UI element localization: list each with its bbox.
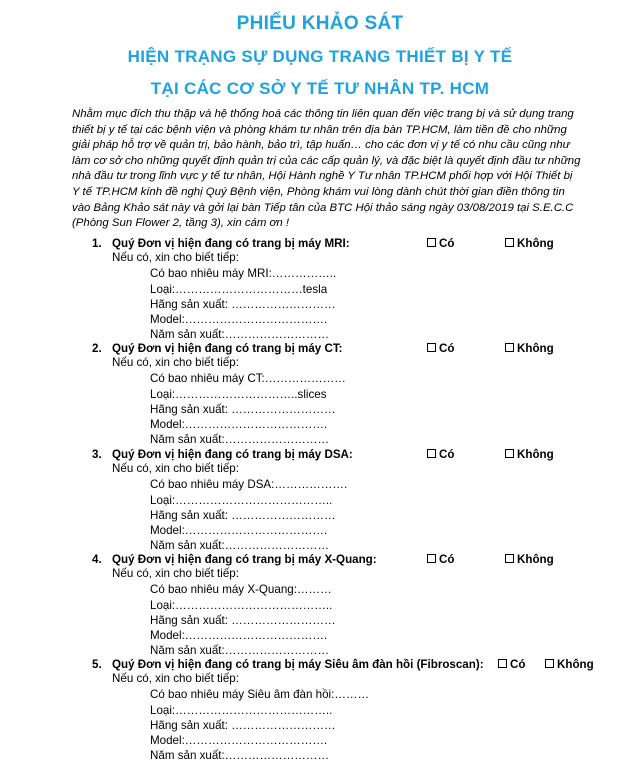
option-no-label: Không: [517, 342, 554, 355]
option-yes[interactable]: [427, 237, 454, 250]
field-type[interactable]: Loại:…………………………..slices: [150, 388, 327, 401]
field-count[interactable]: Có bao nhiêu máy X-Quang:………: [150, 583, 332, 596]
field-model[interactable]: Model:……………………………….: [150, 629, 328, 642]
checkbox-icon[interactable]: [505, 449, 514, 458]
field-type[interactable]: Loại:…………………………………..: [150, 599, 333, 612]
field-year[interactable]: Năm sản xuất:………………………: [150, 749, 330, 762]
intro-line: Nhằm mục đích thu thập và hệ thống hoá các thông tin liên quan đến việc trang bị và sử dụng trang: [72, 108, 574, 120]
subprompt: Nếu có, xin cho biết tiếp:: [112, 251, 239, 264]
intro-line: (Phòng Sun Flower 2, tầng 3), xin cám ơn !: [72, 217, 290, 230]
checkbox-icon[interactable]: [427, 449, 436, 458]
intro-line: làm cơ sở cho những quyết định quản trị của các cấp quản lý, và đặc biệt là quyết định đầu tư những: [72, 154, 581, 167]
field-manufacturer[interactable]: Hãng sản xuất: ………………………: [150, 719, 336, 732]
question-heading: [92, 448, 353, 461]
intro-line: Y tế TP.HCM kính đề nghị Quý Bệnh viện, Phòng khám vui lòng dành chút thời gian điền thông tin: [72, 185, 565, 198]
checkbox-icon[interactable]: [498, 659, 507, 668]
field-year[interactable]: Năm sản xuất:………………………: [150, 644, 330, 657]
question-number: 3.: [92, 448, 102, 461]
question-heading: [92, 553, 377, 566]
checkbox-icon[interactable]: [545, 659, 554, 668]
question-heading: [92, 658, 484, 671]
field-manufacturer[interactable]: Hãng sản xuất: ………………………: [150, 509, 336, 522]
field-count[interactable]: Có bao nhiêu máy Siêu âm đàn hồi:………: [150, 688, 370, 701]
field-count[interactable]: Có bao nhiêu máy CT:…………………: [150, 372, 346, 385]
subprompt: Nếu có, xin cho biết tiếp:: [112, 567, 239, 580]
intro-line: giải pháp hỗ trợ về quản trị, bảo hành, bảo trì, tập huấn… cho các đơn vị y tế có nhu cầu cũng như: [72, 139, 570, 152]
option-yes-label: Có: [510, 658, 526, 671]
intro-line: vào Bảng Khảo sát này và gởi lại bàn Tiếp tân của BTC Hội thảo sáng ngày 03/08/2019 tại S.E.C.C: [72, 201, 574, 214]
question-heading: [92, 237, 350, 250]
field-model[interactable]: Model:……………………………….: [150, 524, 328, 537]
page-title: PHIẾU KHẢO SÁT: [236, 13, 404, 34]
intro-line: nhà đầu tư trong lĩnh vực y tế tư nhân, Hội Hành nghề Y Tư nhân TP.HCM phối hợp với Hội Thiết bị: [72, 170, 573, 183]
question-heading: [92, 342, 342, 355]
checkbox-icon[interactable]: [505, 343, 514, 352]
option-yes[interactable]: [498, 658, 525, 671]
field-year[interactable]: Năm sản xuất:………………………: [150, 539, 330, 552]
option-no[interactable]: [505, 448, 554, 461]
field-model[interactable]: Model:……………………………….: [150, 734, 328, 747]
option-yes[interactable]: [427, 448, 454, 461]
option-no-label: Không: [517, 237, 554, 250]
option-no-label: Không: [517, 553, 554, 566]
option-no[interactable]: [545, 658, 594, 671]
question-text: Quý Đơn vị hiện đang có trang bị máy Siêu âm đàn hồi (Fibroscan):: [112, 658, 484, 671]
option-yes-label: Có: [439, 553, 455, 566]
option-yes-label: Có: [439, 448, 455, 461]
option-yes[interactable]: [427, 553, 454, 566]
intro-paragraph: [72, 107, 620, 232]
option-yes[interactable]: [427, 342, 454, 355]
field-count[interactable]: Có bao nhiêu máy MRI:……………..: [150, 267, 337, 280]
question-text: Quý Đơn vị hiện đang có trang bị máy MRI:: [112, 237, 350, 250]
option-no-label: Không: [517, 448, 554, 461]
page-subtitle-2: TẠI CÁC CƠ SỞ Y TẾ TƯ NHÂN TP. HCM: [150, 79, 490, 98]
subprompt: Nếu có, xin cho biết tiếp:: [112, 462, 239, 475]
question-number: 4.: [92, 553, 102, 566]
field-year[interactable]: Năm sản xuất:………………………: [150, 328, 330, 341]
field-manufacturer[interactable]: Hãng sản xuất: ………………………: [150, 403, 336, 416]
subprompt: Nếu có, xin cho biết tiếp:: [112, 672, 239, 685]
option-no[interactable]: [505, 553, 554, 566]
checkbox-icon[interactable]: [427, 238, 436, 247]
checkbox-icon[interactable]: [505, 554, 514, 563]
option-yes-label: Có: [439, 237, 455, 250]
question-number: 2.: [92, 342, 102, 355]
subprompt: Nếu có, xin cho biết tiếp:: [112, 356, 239, 369]
option-no[interactable]: [505, 237, 554, 250]
question-text: Quý Đơn vị hiện đang có trang bị máy CT:: [112, 342, 343, 355]
field-year[interactable]: Năm sản xuất:………………………: [150, 433, 330, 446]
question-text: Quý Đơn vị hiện đang có trang bị máy X-Quang:: [112, 553, 377, 566]
question-number: 5.: [92, 658, 102, 671]
option-no-label: Không: [557, 658, 594, 671]
field-manufacturer[interactable]: Hãng sản xuất: ………………………: [150, 614, 336, 627]
question-text: Quý Đơn vị hiện đang có trang bị máy DSA:: [112, 448, 353, 461]
checkbox-icon[interactable]: [427, 554, 436, 563]
option-yes-label: Có: [439, 342, 455, 355]
field-count[interactable]: Có bao nhiêu máy DSA:……………….: [150, 478, 348, 491]
checkbox-icon[interactable]: [427, 343, 436, 352]
field-type[interactable]: Loại:……………………………tesla: [150, 283, 328, 296]
option-no[interactable]: [505, 342, 554, 355]
field-type[interactable]: Loại:…………………………………..: [150, 494, 333, 507]
field-type[interactable]: Loại:…………………………………..: [150, 704, 333, 717]
field-model[interactable]: Model:……………………………….: [150, 313, 328, 326]
page-subtitle-1: HIỆN TRẠNG SỰ DỤNG TRANG THIẾT BỊ Y TẾ: [127, 47, 513, 66]
question-number: 1.: [92, 237, 102, 250]
field-model[interactable]: Model:……………………………….: [150, 418, 328, 431]
field-manufacturer[interactable]: Hãng sản xuất: ………………………: [150, 298, 336, 311]
intro-line: thiết bị y tế tại các bệnh viện và phòng khám tư nhân trên địa bàn TP.HCM, làm tiền đề cho những: [72, 123, 567, 136]
checkbox-icon[interactable]: [505, 238, 514, 247]
